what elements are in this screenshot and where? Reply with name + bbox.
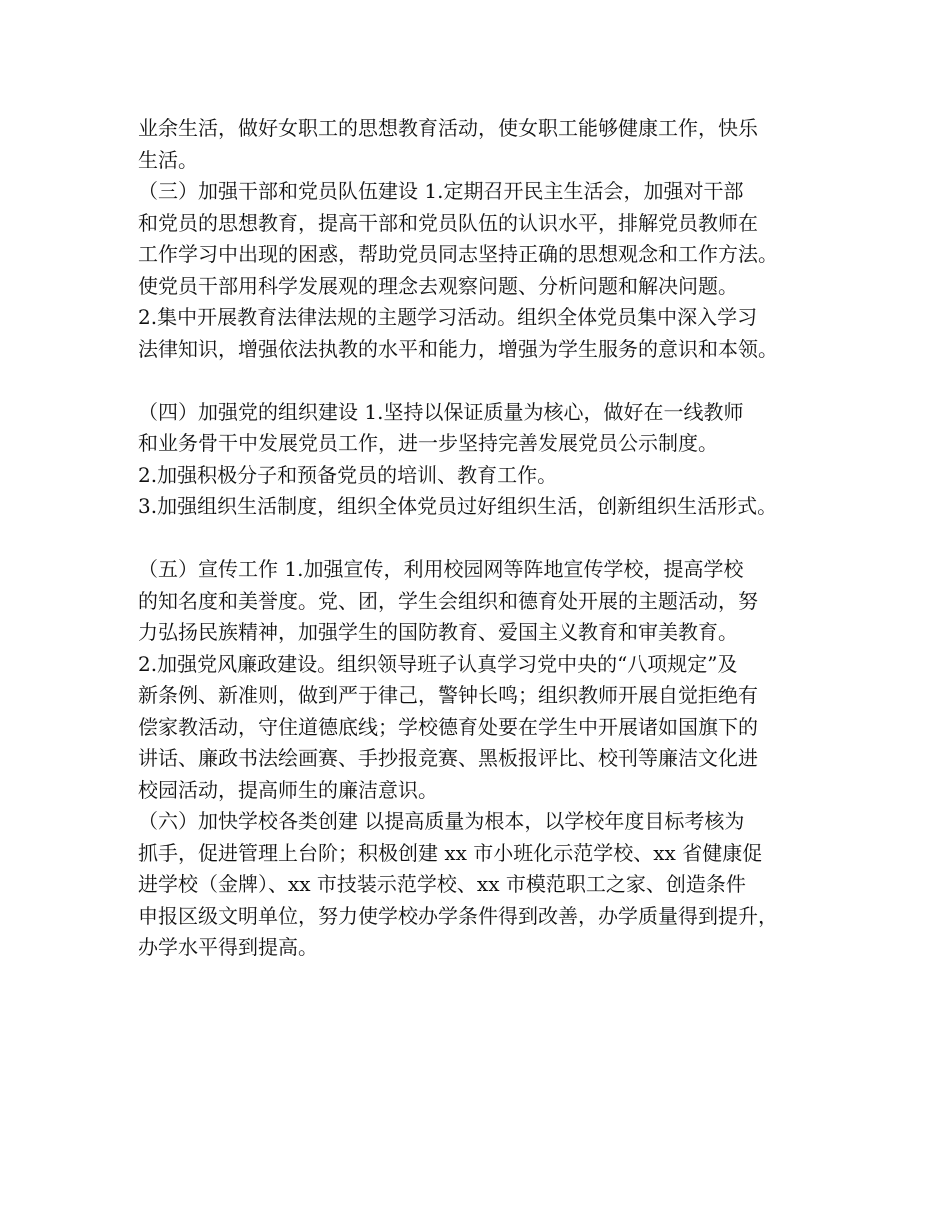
blank-line [138, 523, 828, 555]
document-line: 的知名度和美誉度。党、团，学生会组织和德育处开展的主题活动，努 [138, 588, 758, 613]
document-line: 生活。 [138, 147, 198, 172]
document-line: 申报区级文明单位，努力使学校办学条件得到改善，办学质量得到提升， [138, 903, 778, 928]
document-line: 工作学习中出现的困惑，帮助党员同志坚持正确的思想观念和工作方法。 [138, 242, 778, 266]
document-line: 办学水平得到提高。 [138, 935, 318, 959]
document-line: 2.加强积极分子和预备党员的培训、教育工作。 [138, 462, 558, 487]
document-line: （三）加强干部和党员队伍建设 1.定期召开民主生活会，加强对干部 [138, 179, 744, 203]
document-line: 法律知识，增强依法执教的水平和能力，增强为学生服务的意识和本领。 [138, 336, 778, 361]
document-line: 3.加强组织生活制度，组织全体党员过好组织生活，创新组织生活形式。 [138, 494, 778, 518]
document-line: 偿家教活动，守住道德底线；学校德育处要在学生中开展诸如国旗下的 [138, 714, 758, 739]
document-line: 新条例、新准则，做到严于律己，警钟长鸣；组织教师开展自觉拒绝有 [138, 683, 758, 707]
document-line: 讲话、廉政书法绘画赛、手抄报竞赛、黑板报评比、校刊等廉洁文化进 [138, 746, 758, 770]
document-line: 和业务骨干中发展党员工作，进一步坚持完善发展党员公示制度。 [138, 431, 718, 455]
document-line: 力弘扬民族精神，加强学生的国防教育、爱国主义教育和审美教育。 [138, 620, 738, 644]
document-line: 业余生活，做好女职工的思想教育活动，使女职工能够健康工作，快乐 [138, 116, 758, 140]
document-line: 抓手，促进管理上台阶；积极创建 xx 市小班化示范学校、xx 省健康促 [138, 840, 763, 865]
document-line: 和党员的思想教育，提高干部和党员队伍的认识水平，排解党员教师在 [138, 210, 758, 235]
document-line: （六）加快学校各类创建 以提高质量为根本，以学校年度目标考核为 [138, 809, 745, 833]
document-line: 使党员干部用科学发展观的理念去观察问题、分析问题和解决问题。 [138, 273, 738, 298]
document-line: 2.加强党风廉政建设。组织领导班子认真学习党中央的“八项规定”及 [138, 651, 738, 676]
document-body [138, 113, 828, 964]
document-line: （四）加强党的组织建设 1.坚持以保证质量为核心，做好在一线教师 [138, 399, 744, 424]
document-line: 校园活动，提高师生的廉洁意识。 [138, 777, 438, 802]
document-line: 进学校（金牌）、xx 市技装示范学校、xx 市模范职工之家、创造条件 [138, 872, 746, 896]
blank-line [138, 365, 828, 397]
document-line: 2.集中开展教育法律法规的主题学习活动。组织全体党员集中深入学习 [138, 305, 758, 329]
document-line: （五）宣传工作 1.加强宣传，利用校园网等阵地宣传学校，提高学校 [138, 557, 744, 581]
